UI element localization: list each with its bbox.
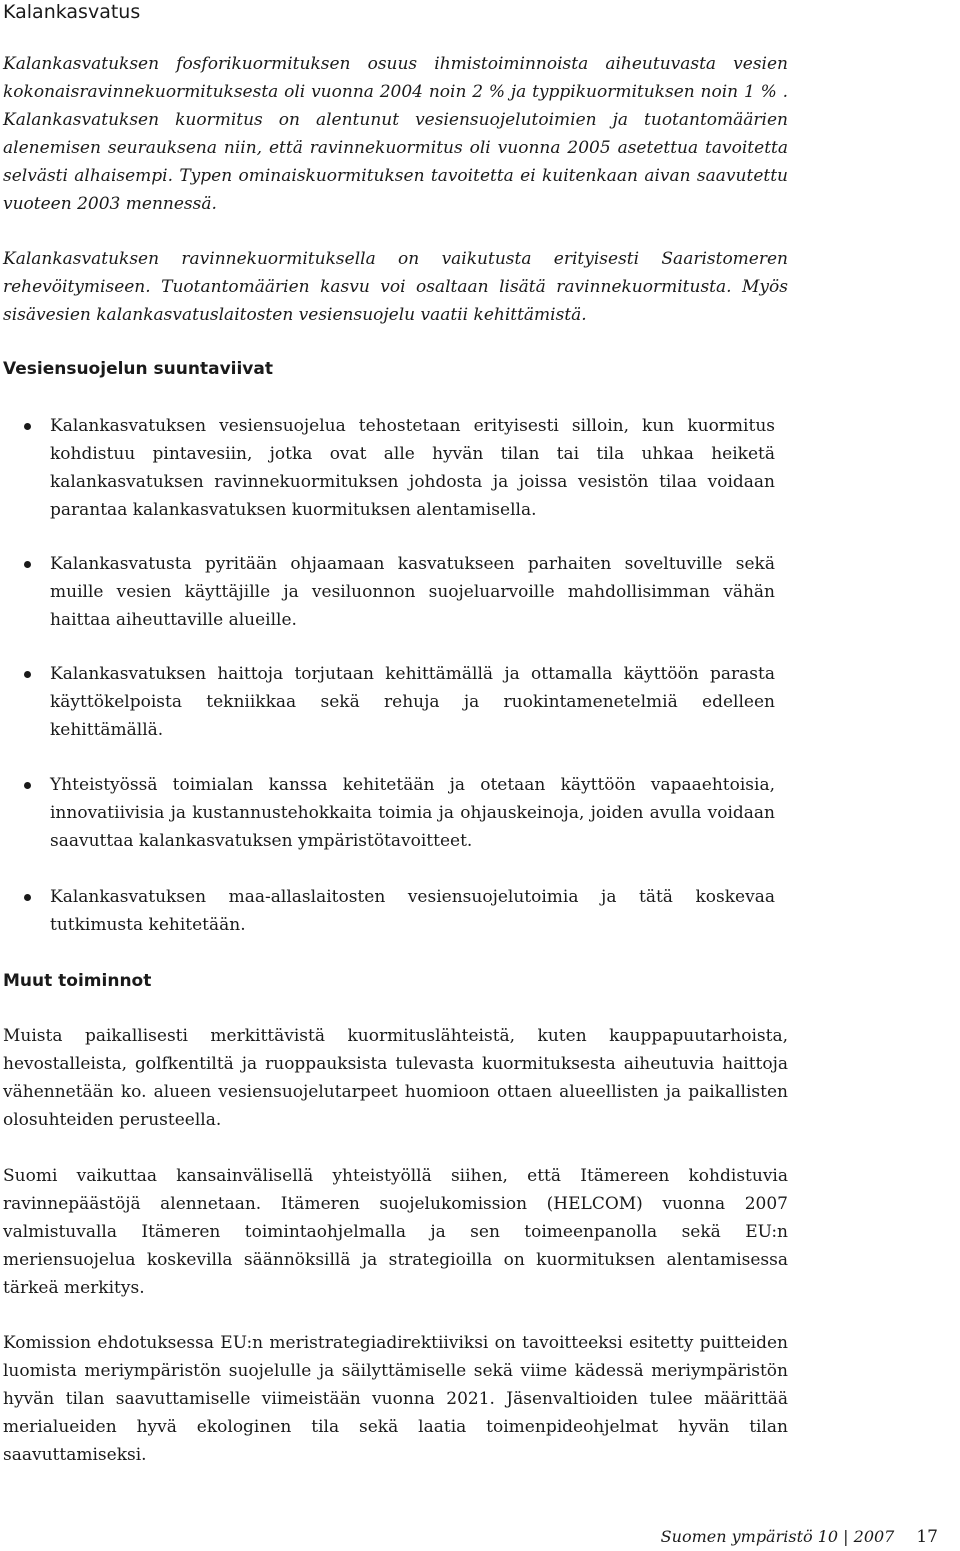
guideline-item (50, 883, 775, 939)
guideline-text: Kalankasvatuksen haittoja torjutaan kehittämällä ja ottamalla käyttöön parasta käyttökelpoista tekniikkaa sekä rehuja ja ruokintamenetelmiä edelleen kehittämällä. (50, 664, 775, 740)
bullet-icon (24, 561, 31, 568)
bullet-icon (24, 894, 31, 901)
guideline-text: Yhteistyössä toimialan kanssa kehitetään ja otetaan käyttöön vapaaehtoisia, innovatiivisia ja kustannustehokkaita toimia ja ohjauskeinoja, joiden avulla voidaan saavuttaa kalankasvatuksen ympäristötavoitteet. (50, 775, 775, 851)
section-title: Kalankasvatus (3, 1, 141, 23)
guideline-text: Kalankasvatuksen maa-allaslaitosten vesiensuojelutoimia ja tätä koskevaa tutkimusta kehitetään. (50, 887, 775, 935)
guideline-text: Kalankasvatuksen vesiensuojelua tehostetaan erityisesti silloin, kun kuormitus kohdistuu pintavesiin, jotka ovat alle hyvän tilan tai tila uhkaa heiketä kalankasvatuksen ravinnekuormituksen johdosta ja joissa vesistön tilaa voidaan parantaa kalankasvatuksen kuormituksen alentamisella. (50, 416, 775, 520)
guideline-item (50, 771, 775, 855)
intro-paragraph: Kalankasvatuksen ravinnekuormituksella on vaikutusta erityisesti Saaristomeren rehevöitymiseen. Tuotantomäärien kasvu voi osaltaan lisätä ravinnekuormitusta. Myös sisävesien kalankasvatuslaitosten vesiensuojelu vaatii kehittämistä. (3, 249, 788, 325)
page-footer (661, 1527, 938, 1547)
guideline-item (50, 550, 775, 634)
body-paragraph: Muista paikallisesti merkittävistä kuormituslähteistä, kuten kauppapuutarhoista, hevostalleista, golfkentiltä ja ruoppauksista tulevasta kuormituksesta aiheutuvia haittoja vähennetään ko. alueen vesiensuojelutarpeet huomioon ottaen alueellisten ja paikallisten olosuhteiden perusteella. (3, 1026, 788, 1130)
bullet-icon (24, 671, 31, 678)
guidelines-heading: Vesiensuojelun suuntaviivat (3, 359, 273, 379)
body-paragraph: Komission ehdotuksessa EU:n meristrategiadirektiiviksi on tavoitteeksi esitetty puitteiden luomista meriympäristön suojelulle ja säilyttämiselle sekä viime kädessä meriympäristön hyvän tilan saavuttamiselle viimeistään vuonna 2021. Jäsenvaltioiden tulee määrittää merialueiden hyvä ekologinen tila sekä laatia toimenpideohjelmat hyvän tilan saavuttamiseksi. (3, 1333, 788, 1465)
intro-paragraph: Kalankasvatuksen fosforikuormituksen osuus ihmistoiminnoista aiheutuvasta vesien kokonaisravinnekuormituksesta oli vuonna 2004 noin 2 % ja typpikuormituksen noin 1 % . Kalankasvatuksen kuormitus on alentunut vesiensuojelutoimien ja tuotantomäärien alenemisen seurauksena niin, että ravinnekuormitus oli vuonna 2005 asetettua tavoitetta selvästi alhaisempi. Typen ominaiskuormituksen tavoitetta ei kuitenkaan aivan saavutettu vuoteen 2003 mennessä. (3, 54, 788, 214)
bullet-icon (24, 423, 31, 430)
body-paragraph: Suomi vaikuttaa kansainvälisellä yhteistyöllä siihen, että Itämereen kohdistuvia ravinnepäästöjä alennetaan. Itämeren suojelukomission (HELCOM) vuonna 2007 valmistuvalla Itämeren toimintaohjelmalla ja sen toimeenpanolla sekä EU:n meriensuojelua koskevilla säännöksillä ja strategioilla on kuormituksen alentamisessa tärkeä merkitys. (3, 1166, 788, 1298)
guideline-text: Kalankasvatusta pyritään ohjaamaan kasvatukseen parhaiten soveltuville sekä muille vesien käyttäjille ja vesiluonnon suojeluarvoille mahdollisimman vähän haittaa aiheuttaville alueille. (50, 554, 775, 630)
bullet-icon (24, 782, 31, 789)
guideline-item (50, 660, 775, 744)
other-activities-heading: Muut toiminnot (3, 971, 152, 991)
publication-label: Suomen ympäristö 10 | 2007 (660, 1527, 895, 1546)
page-number: 17 (916, 1527, 938, 1547)
guideline-item (50, 412, 775, 524)
